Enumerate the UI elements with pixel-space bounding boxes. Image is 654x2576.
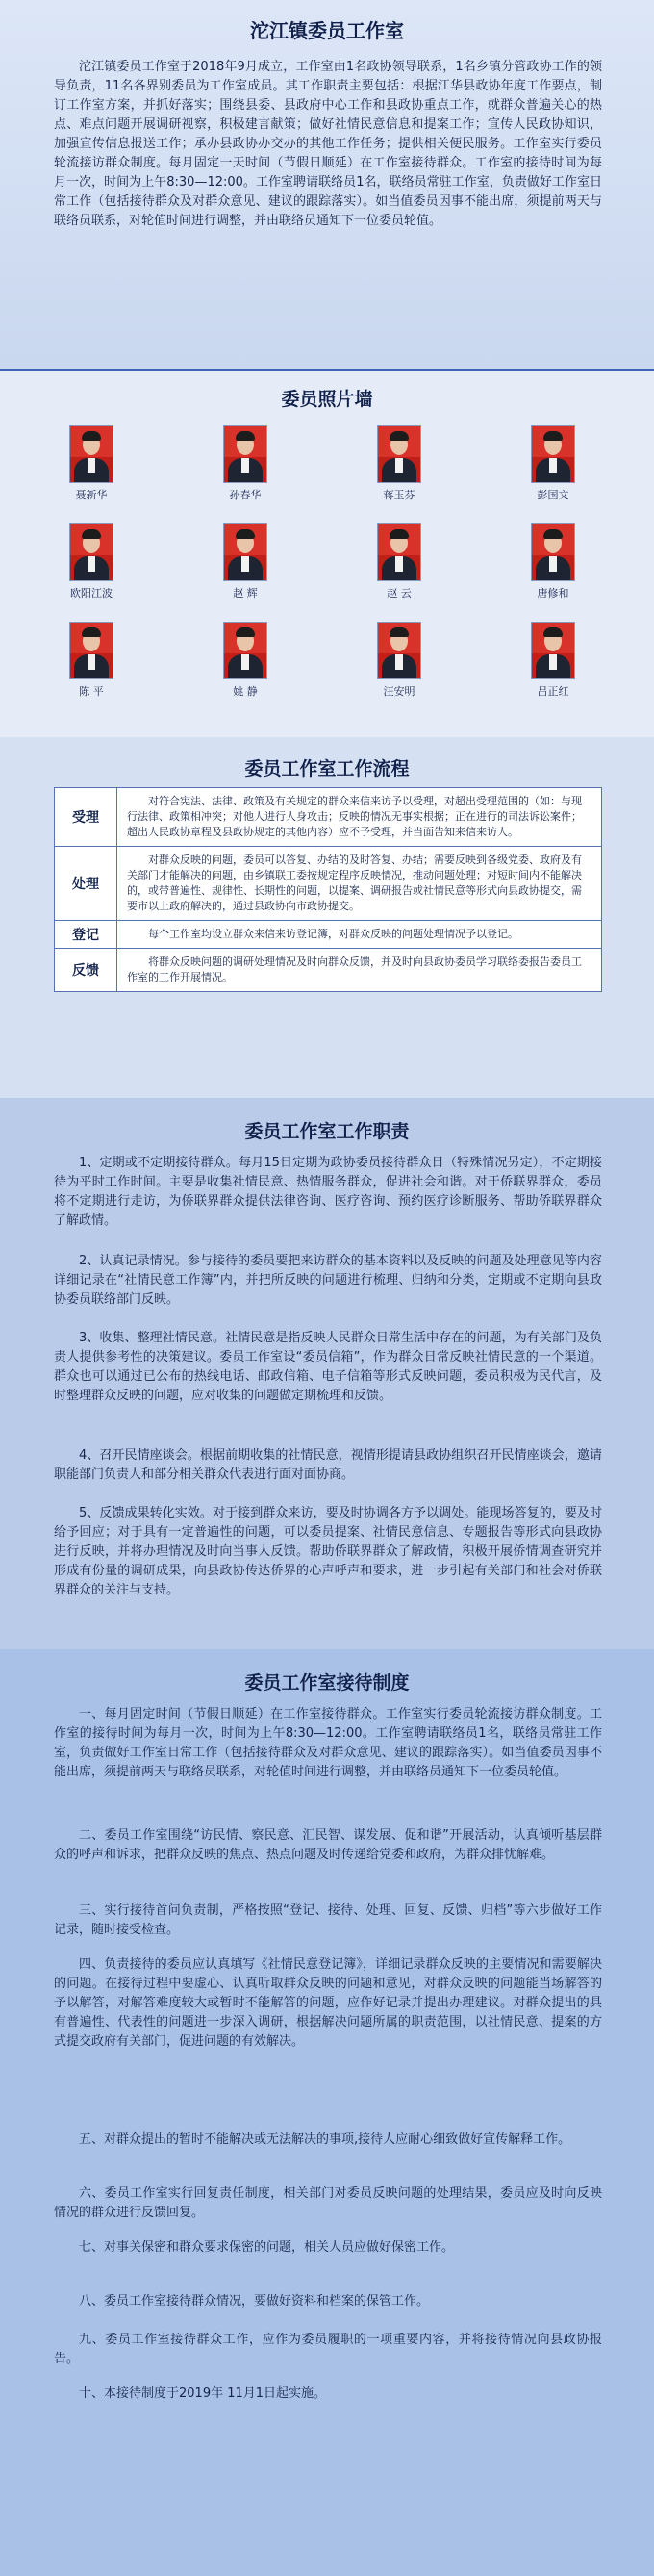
member-card xyxy=(510,622,596,699)
member-photo xyxy=(69,622,113,679)
duties-title: 委员工作室工作职责 xyxy=(244,1121,410,1142)
reception-item: 八、委员工作室接待群众情况，要做好资料和档案的保管工作。 xyxy=(79,2294,430,2308)
member-name: 吕正红 xyxy=(537,685,569,698)
workflow-step-label: 受理 xyxy=(55,788,117,846)
member-card xyxy=(48,523,135,600)
intro-paragraph: 沱江镇委员工作室于2018年9月成立，工作室由1名政协领导联系，1名乡镇分管政协工作的领导负责，11名各界别委员为工作室成员。其工作职责主要包括：根据江华县政协年度工作要点，制订工作室方案，并抓好落实；围绕县委、县政府中心工作和县政协重点工作，就群众普遍关心的热点、难点问题开展调研视察，积极建言献策；做好社情民意信息和提案工作；宣传人民政协知识，加强宣传信息报送工作；承办县政协办交办的其他工作任务；提供相关便民服务。工作室实行委员轮流接访群众制度。每月固定一天时间（节假日顺延）在工作室接待群众。工作室的接待时间为每月一次，时间为上午8:30—12:00。工作室聘请联络员1名，联络员常驻工作室，负责做好工作室日常工作（包括接待群众及对群众意见、建议的跟踪落实）。如当值委员因事不能出席，须提前两天与联络员联系，对轮值时间进行调整，并由联络员通知下一位委员轮值。 xyxy=(54,60,602,228)
member-name: 陈 平 xyxy=(79,685,104,698)
member-name: 彭国文 xyxy=(537,489,569,501)
workflow-row xyxy=(55,788,601,847)
member-photo xyxy=(69,425,113,483)
reception-section xyxy=(0,1649,654,2576)
duties-section xyxy=(0,1098,654,1649)
member-card xyxy=(202,622,289,699)
workflow-step-label: 反馈 xyxy=(55,949,117,991)
member-card xyxy=(202,523,289,600)
reception-item: 三、实行接待首问负责制，严格按照“登记、接待、处理、回复、反馈、归档”等六步做好工作记录，随时接受检查。 xyxy=(54,1903,602,1937)
member-card xyxy=(510,523,596,600)
member-photo xyxy=(531,622,575,679)
member-card xyxy=(356,622,442,699)
member-photo xyxy=(377,622,421,679)
duty-item: 1、定期或不定期接待群众。每月15日定期为政协委员接待群众日（特殊情况另定），不定期接待为平时工作时间。主要是收集社情民意、热情服务群众，促进社会和谐。对于侨联界群众，委员将不定期进行走访，为侨联界群众提供法律咨询、医疗咨询、预约医疗诊断服务、帮助侨联界群众了解政情。 xyxy=(54,1156,602,1228)
reception-item: 二、委员工作室围绕“访民情、察民意、汇民智、谋发展、促和谐”开展活动，认真倾听基层群众的呼声和诉求，把群众反映的焦点、热点问题及时传递给党委和政府，为群众排忧解难。 xyxy=(54,1828,602,1862)
member-photo xyxy=(223,425,267,483)
member-photo xyxy=(223,622,267,679)
workflow-row xyxy=(55,949,601,991)
member-photo xyxy=(377,523,421,581)
workflow-table xyxy=(54,787,602,992)
member-name: 姚 静 xyxy=(233,685,258,698)
workflow-step-label: 登记 xyxy=(55,921,117,948)
member-photo xyxy=(377,425,421,483)
member-photo xyxy=(531,523,575,581)
member-name: 聂新华 xyxy=(75,489,108,501)
workflow-title: 委员工作室工作流程 xyxy=(244,758,410,779)
reception-item: 一、每月固定时间（节假日顺延）在工作室接待群众。工作室实行委员轮流接访群众制度。工作室的接待时间为每月一次，时间为上午8:30—12:00。工作室聘请联络员1名，联络员常驻工作室，负责做好工作室日常工作（包括接待群众及对群众意见、建议的跟踪落实）。如当值委员因事不能出席，须提前两天与联络员联系，对轮值时间进行调整，并由联络员通知下一位委员轮值。 xyxy=(54,1707,602,1779)
duty-item: 2、认真记录情况。参与接待的委员要把来访群众的基本资料以及反映的问题及处理意见等内容详细记录在“社情民意工作簿”内，并把所反映的问题进行梳理、归纳和分类，定期或不定期向县政协委员联络部门反映。 xyxy=(54,1254,602,1307)
member-name: 蒋玉芬 xyxy=(383,489,415,501)
duty-item: 5、反馈成果转化实效。对于接到群众来访，要及时协调各方予以调处。能现场答复的，要及时给予回应；对于具有一定普遍性的问题，可以委员提案、社情民意信息、专题报告等形式向县政协进行反映，并将办理情况及时向当事人反馈。帮助侨联界群众了解政情，积极开展侨情调查研究并形成有份量的调研成果，向县政协传达侨界的心声呼声和要求，进一步引起有关部门和社会对侨联界群众的关注与支持。 xyxy=(54,1506,602,1597)
workflow-step-text: 将群众反映问题的调研处理情况及时向群众反馈，并及时向县政协委员学习联络委报告委员工作室的工作开展情况。 xyxy=(127,956,582,983)
member-card xyxy=(48,425,135,502)
member-name: 孙春华 xyxy=(229,489,262,501)
member-card xyxy=(202,425,289,502)
workflow-row xyxy=(55,921,601,949)
page-title: 沱江镇委员工作室 xyxy=(250,19,404,42)
member-card xyxy=(356,425,442,502)
duty-item: 3、收集、整理社情民意。社情民意是指反映人民群众日常生活中存在的问题，为有关部门及负责人提供参考性的决策建议。委员工作室设“委员信箱”，作为群众日常反映社情民意的一个渠道。群众也可以通过已公布的热线电话、邮政信箱、电子信箱等形式反映问题，委员积极为民代言，及时整理群众反映的问题，应对收集的问题做定期梳理和反馈。 xyxy=(54,1331,602,1403)
workflow-step-text: 每个工作室均设立群众来信来访登记簿，对群众反映的问题处理情况予以登记。 xyxy=(148,928,518,940)
duty-item: 4、召开民情座谈会。根据前期收集的社情民意，视情形提请县政协组织召开民情座谈会，邀请职能部门负责人和部分相关群众代表进行面对面协商。 xyxy=(54,1448,602,1482)
photo-wall-title: 委员照片墙 xyxy=(281,389,373,410)
member-name: 汪安明 xyxy=(383,685,415,698)
member-photo xyxy=(531,425,575,483)
reception-item: 九、委员工作室接待群众工作，应作为委员履职的一项重要内容，并将接待情况向县政协报告。 xyxy=(54,2333,602,2366)
member-name: 唐修和 xyxy=(537,587,569,599)
reception-item: 四、负责接待的委员应认真填写《社情民意登记簿》，详细记录群众反映的主要情况和需要解决的问题。在接待过程中要虚心、认真听取群众反映的问题和意见，对群众反映的问题能当场解答的予以解答，对解答难度较大或暂时不能解答的问题，应作好记录并提出办理建议。对群众提出的具有普遍性、代表性的问题进一步深入调研，根据解决问题所属的职责范围，以社情民意、提案的方式提交政府有关部门，促进问题的有效解决。 xyxy=(54,1957,602,2049)
reception-item: 七、对事关保密和群众要求保密的问题，相关人员应做好保密工作。 xyxy=(79,2240,455,2255)
reception-title: 委员工作室接待制度 xyxy=(244,1672,410,1694)
member-name: 赵 辉 xyxy=(233,587,258,599)
workflow-row xyxy=(55,847,601,921)
workflow-step-label: 处理 xyxy=(55,847,117,920)
workflow-step-text: 对群众反映的问题，委员可以答复、办结的及时答复、办结；需要反映到各级党委、政府及有关部门才能解决的问题，由乡镇联工委按规定程序反映情况，推动问题处理；对短时间内不能解决的，或带普遍性、规律性、长期性的问题，以提案、调研报告或社情民意等形式向县政协提交，需要市以上政府解决的，通过县政协向市政协提交。 xyxy=(127,854,582,912)
member-name: 欧阳江波 xyxy=(70,587,113,599)
photo-wall-section xyxy=(0,371,654,737)
workflow-step-text: 对符合宪法、法律、政策及有关规定的群众来信来访予以受理，对超出受理范围的（如：与现行法律、政策相冲突；对他人进行人身攻击；反映的情况无事实根据；正在进行的司法诉讼案件；超出人民政协章程及县政协规定的其他内容）应不予受理，并当面告知来信来访人。 xyxy=(127,795,582,838)
reception-item: 六、委员工作室实行回复责任制度，相关部门对委员反映问题的处理结果，委员应及时向反映情况的群众进行反馈回复。 xyxy=(54,2186,602,2220)
member-card xyxy=(510,425,596,502)
member-card xyxy=(48,622,135,699)
workflow-section xyxy=(0,737,654,1098)
reception-item: 十、本接待制度于2019年 11月1日起实施。 xyxy=(79,2386,327,2401)
member-photo xyxy=(69,523,113,581)
member-card xyxy=(356,523,442,600)
reception-item: 五、对群众提出的暂时不能解决或无法解决的事项,接待人应耐心细致做好宣传解释工作。 xyxy=(79,2132,571,2147)
member-photo xyxy=(223,523,267,581)
member-name: 赵 云 xyxy=(387,587,412,599)
intro-section xyxy=(0,0,654,371)
